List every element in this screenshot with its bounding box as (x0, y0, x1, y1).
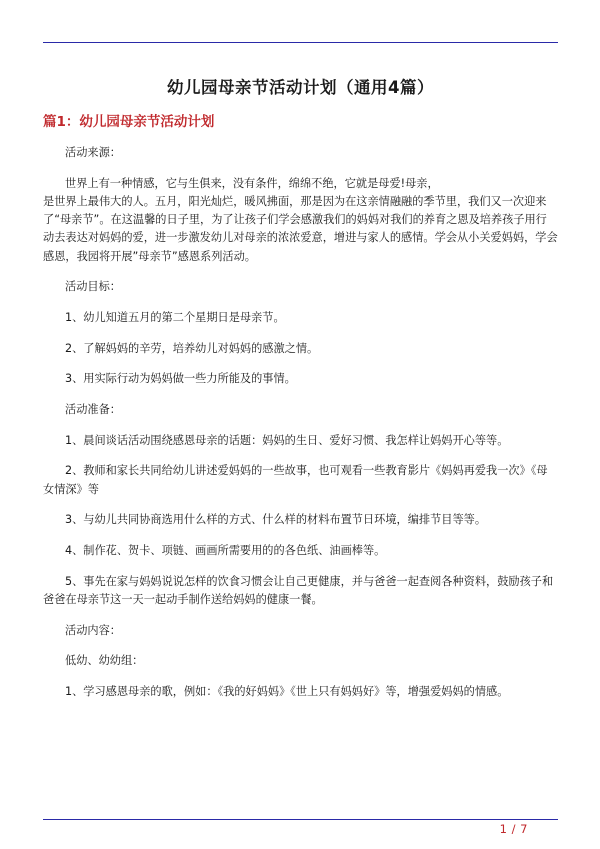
document-body (43, 76, 558, 701)
paragraph-goal-1: 1、幼儿知道五月的第二个星期日是母亲节。 (65, 310, 285, 324)
document-title: 幼儿园母亲节活动计划（通用4篇） (167, 78, 434, 97)
paragraph-content-1: 1、学习感恩母亲的歌，例如：《我的好妈妈》《世上只有妈妈好》等，增强爱妈妈的情感。 (65, 685, 509, 699)
header-rule (43, 42, 558, 43)
paragraph-prep-5: 5、事先在家与妈妈说说怎样的饮食习惯会让自己更健康，并与爸爸一起查阅各种资料，鼓励孩子和爸爸在母亲节这一天一起动手制作送给妈妈的健康一餐。 (43, 574, 554, 606)
paragraph-group-heading: 低幼、幼幼组： (65, 654, 144, 668)
paragraph-prep-4: 4、制作花、贺卡、项链、画画所需要用的的各色纸、油画棒等。 (65, 544, 386, 558)
paragraph-activity-source-heading: 活动来源： (65, 146, 121, 159)
paragraph-goals-heading: 活动目标： (65, 280, 121, 294)
paragraph-goal-3: 3、用实际行动为妈妈做一些力所能及的事情。 (65, 372, 296, 386)
paragraph-prep-2: 2、教师和家长共同给幼儿讲述爱妈妈的一些故事，也可观看一些教育影片《妈妈再爱我一次》《母女情深》等 (43, 464, 548, 496)
footer-rule (43, 819, 558, 820)
paragraph-content-heading: 活动内容： (65, 623, 121, 637)
paragraph-goal-2: 2、了解妈妈的辛劳，培养幼儿对妈妈的感激之情。 (65, 341, 319, 355)
paragraph-prep-1: 1、晨间谈话活动围绕感恩母亲的话题：妈妈的生日、爱好习惯、我怎样让妈妈开心等等。 (65, 433, 509, 447)
page-number: 1 / 7 (499, 822, 528, 836)
paragraph-source-body: 是世界上最伟大的人。五月，阳光灿烂，暖风拂面，那是因为在这亲情融融的季节里，我们又一次迎来了“母亲节”。在这温馨的日子里，为了让孩子们学会感激我们的妈妈对我们的养育之恩及培养孩子用行动去表达对妈妈的爱，进一步激发幼儿对母亲的浓浓爱意，增进与家人的感情。学会从小关爱妈妈，学会感恩，我园将开展”母亲节”感恩系列活动。 (43, 194, 558, 263)
paragraph-source-line1: 世界上有一种情感，它与生俱来，没有条件，绵绵不绝，它就是母爱!母亲， (65, 176, 439, 190)
paragraph-prep-heading: 活动准备： (65, 403, 121, 417)
section-heading: 篇1：幼儿园母亲节活动计划 (43, 114, 215, 130)
paragraph-prep-3: 3、与幼儿共同协商选用什么样的方式、什么样的材料布置节日环境，编排节目等等。 (65, 513, 487, 527)
